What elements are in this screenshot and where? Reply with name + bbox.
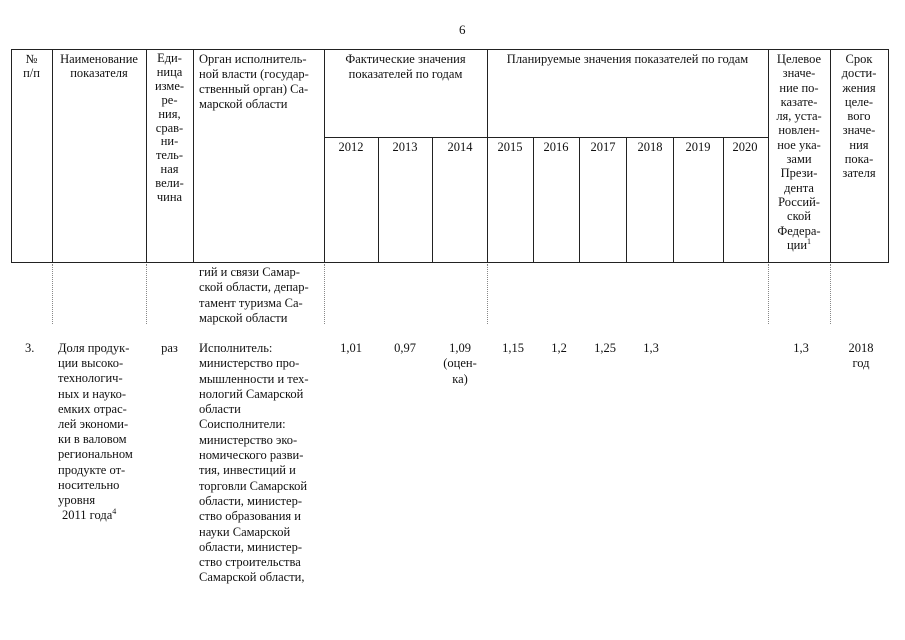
row3-organ: Исполнитель: министерство про- мышленности и тех- нологий Самарской области Соисполнители: министерство эко- номического разви- тия, инвестиций и торговли Самарской области, министер- ство образования и науки Самарской области, министер- ство строительства Самарской области, — [199, 341, 309, 585]
year-2013: 2013 — [392, 140, 418, 154]
row3-deadline: 2018 год — [848, 341, 874, 371]
row3-indicator-name: Доля продук- ции высоко- технологич- ных и науко- емких отрас- лей экономи- ки в валовом региональном продукте от- носительно уровня 2011 года$^4$ — [58, 341, 133, 523]
row3-unit: раз — [161, 341, 178, 355]
header-name: Наименование показателя — [60, 52, 138, 81]
row3-value-2012: 1,01 — [340, 341, 362, 355]
row3-target-value: 1,3 — [793, 341, 809, 355]
year-2019: 2019 — [685, 140, 711, 154]
row3-value-2017: 1,25 — [594, 341, 616, 355]
header-planned: Планируемые значения показателей по годам — [506, 52, 749, 66]
header-organ: Орган исполнитель- ной власти (государ- ственный орган) Са- марской области — [199, 52, 309, 111]
year-2015: 2015 — [497, 140, 523, 154]
header-num: № п/п — [23, 52, 40, 81]
header-deadline: Срок дости- жения целе- вого значе- ния пока- зателя — [841, 52, 877, 181]
year-2016: 2016 — [543, 140, 569, 154]
page-number: 6 — [459, 22, 466, 37]
row3-value-2013: 0,97 — [394, 341, 416, 355]
row3-value-2015: 1,15 — [502, 341, 524, 355]
year-2020: 2020 — [732, 140, 758, 154]
row3-number: 3. — [25, 341, 35, 355]
year-2018: 2018 — [637, 140, 663, 154]
row3-value-2018: 1,3 — [643, 341, 659, 355]
year-2012: 2012 — [338, 140, 364, 154]
row3-value-2016: 1,2 — [551, 341, 567, 355]
organ-continuation: гий и связи Самар- ской области, депар- тамент туризма Са- марской области — [199, 265, 309, 325]
row3-value-2014: 1,09 (оцен- ка) — [443, 341, 477, 386]
year-2014: 2014 — [447, 140, 473, 154]
header-target: Целевое значе- ние по- казате- ля, уста- новлен- ное ука- зами Прези- дента Россий- ской Федера- ции$^1$ — [776, 52, 822, 252]
year-2017: 2017 — [590, 140, 616, 154]
header-actual: Фактические значения показателей по годам — [345, 52, 466, 81]
header-unit: Еди- ница изме- ре- ния, срав- ни- тель- ная вели- чина — [154, 51, 185, 205]
